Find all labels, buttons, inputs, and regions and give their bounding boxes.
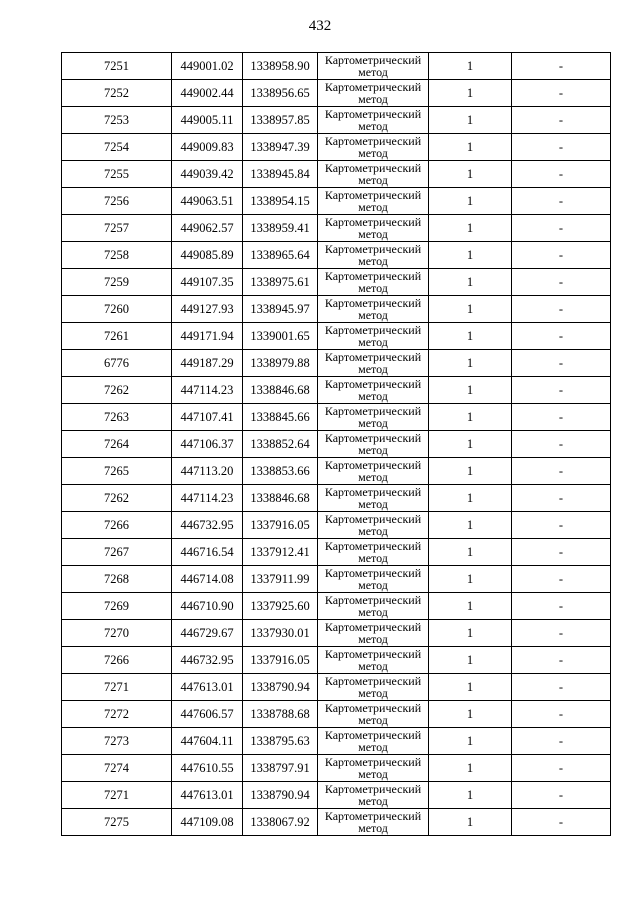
table-row	[62, 377, 611, 404]
x-coordinate-cell: 447109.08	[172, 809, 243, 836]
method-cell	[318, 485, 429, 512]
y-coordinate-cell: 1338853.66	[243, 458, 318, 485]
method-cell	[318, 350, 429, 377]
method-cell	[318, 215, 429, 242]
note-cell: -	[512, 728, 611, 755]
method-cell	[318, 809, 429, 836]
x-coordinate-cell: 449001.02	[172, 53, 243, 80]
y-coordinate-cell: 1338945.84	[243, 161, 318, 188]
method-cell	[318, 404, 429, 431]
method-label: Картометрический метод	[324, 512, 422, 538]
accuracy-cell: 1	[429, 296, 512, 323]
method-cell	[318, 755, 429, 782]
y-coordinate-cell: 1338788.68	[243, 701, 318, 728]
x-coordinate-cell: 447106.37	[172, 431, 243, 458]
x-coordinate-cell: 449127.93	[172, 296, 243, 323]
method-label: Картометрический метод	[324, 161, 422, 187]
x-coordinate-cell: 447113.20	[172, 458, 243, 485]
point-number-cell: 7251	[62, 53, 172, 80]
method-cell	[318, 512, 429, 539]
point-number-cell: 7255	[62, 161, 172, 188]
y-coordinate-cell: 1337916.05	[243, 512, 318, 539]
accuracy-cell: 1	[429, 350, 512, 377]
y-coordinate-cell: 1338979.88	[243, 350, 318, 377]
method-label: Картометрический метод	[324, 107, 422, 133]
note-cell: -	[512, 458, 611, 485]
table-row	[62, 161, 611, 188]
y-coordinate-cell: 1338975.61	[243, 269, 318, 296]
point-number-cell: 7265	[62, 458, 172, 485]
note-cell: -	[512, 566, 611, 593]
x-coordinate-cell: 446710.90	[172, 593, 243, 620]
table-row	[62, 269, 611, 296]
x-coordinate-cell: 447613.01	[172, 782, 243, 809]
table-row	[62, 215, 611, 242]
method-label: Картометрический метод	[324, 728, 422, 754]
y-coordinate-cell: 1338945.97	[243, 296, 318, 323]
note-cell: -	[512, 134, 611, 161]
point-number-cell: 7273	[62, 728, 172, 755]
x-coordinate-cell: 446716.54	[172, 539, 243, 566]
method-label: Картометрический метод	[324, 431, 422, 457]
method-cell	[318, 620, 429, 647]
note-cell: -	[512, 269, 611, 296]
point-number-cell: 7261	[62, 323, 172, 350]
accuracy-cell: 1	[429, 566, 512, 593]
y-coordinate-cell: 1338956.65	[243, 80, 318, 107]
x-coordinate-cell: 447114.23	[172, 485, 243, 512]
point-number-cell: 7270	[62, 620, 172, 647]
accuracy-cell: 1	[429, 242, 512, 269]
page-number: 432	[308, 18, 332, 34]
accuracy-cell: 1	[429, 782, 512, 809]
coordinates-table-body	[62, 53, 611, 836]
note-cell: -	[512, 161, 611, 188]
method-label: Картометрический метод	[324, 674, 422, 700]
point-number-cell: 7262	[62, 485, 172, 512]
method-cell	[318, 161, 429, 188]
method-label: Картометрический метод	[324, 647, 422, 673]
y-coordinate-cell: 1338845.66	[243, 404, 318, 431]
table-row	[62, 701, 611, 728]
point-number-cell: 7253	[62, 107, 172, 134]
point-number-cell: 7252	[62, 80, 172, 107]
y-coordinate-cell: 1338846.68	[243, 377, 318, 404]
method-cell	[318, 593, 429, 620]
y-coordinate-cell: 1337912.41	[243, 539, 318, 566]
accuracy-cell: 1	[429, 755, 512, 782]
accuracy-cell: 1	[429, 323, 512, 350]
note-cell: -	[512, 323, 611, 350]
table-row	[62, 242, 611, 269]
y-coordinate-cell: 1338797.91	[243, 755, 318, 782]
table-row	[62, 323, 611, 350]
accuracy-cell: 1	[429, 539, 512, 566]
table-row	[62, 539, 611, 566]
point-number-cell: 7268	[62, 566, 172, 593]
accuracy-cell: 1	[429, 107, 512, 134]
point-number-cell: 7266	[62, 647, 172, 674]
accuracy-cell: 1	[429, 269, 512, 296]
note-cell: -	[512, 593, 611, 620]
x-coordinate-cell: 446714.08	[172, 566, 243, 593]
table-row	[62, 431, 611, 458]
method-cell	[318, 323, 429, 350]
accuracy-cell: 1	[429, 647, 512, 674]
accuracy-cell: 1	[429, 620, 512, 647]
note-cell: -	[512, 512, 611, 539]
note-cell: -	[512, 485, 611, 512]
point-number-cell: 7271	[62, 674, 172, 701]
method-label: Картометрический метод	[324, 134, 422, 160]
x-coordinate-cell: 449039.42	[172, 161, 243, 188]
method-label: Картометрический метод	[324, 215, 422, 241]
accuracy-cell: 1	[429, 674, 512, 701]
point-number-cell: 7260	[62, 296, 172, 323]
y-coordinate-cell: 1338959.41	[243, 215, 318, 242]
point-number-cell: 7269	[62, 593, 172, 620]
x-coordinate-cell: 446729.67	[172, 620, 243, 647]
method-label: Картометрический метод	[324, 539, 422, 565]
table-row	[62, 188, 611, 215]
y-coordinate-cell: 1337925.60	[243, 593, 318, 620]
x-coordinate-cell: 449187.29	[172, 350, 243, 377]
table-row	[62, 620, 611, 647]
y-coordinate-cell: 1338846.68	[243, 485, 318, 512]
method-cell	[318, 674, 429, 701]
table-row	[62, 404, 611, 431]
point-number-cell: 7274	[62, 755, 172, 782]
note-cell: -	[512, 539, 611, 566]
x-coordinate-cell: 449062.57	[172, 215, 243, 242]
y-coordinate-cell: 1339001.65	[243, 323, 318, 350]
point-number-cell: 7257	[62, 215, 172, 242]
x-coordinate-cell: 449005.11	[172, 107, 243, 134]
table-row	[62, 809, 611, 836]
method-cell	[318, 80, 429, 107]
note-cell: -	[512, 755, 611, 782]
point-number-cell: 7256	[62, 188, 172, 215]
table-row	[62, 80, 611, 107]
method-label: Картометрический метод	[324, 296, 422, 322]
table-row	[62, 134, 611, 161]
method-cell	[318, 188, 429, 215]
method-cell	[318, 269, 429, 296]
table-row	[62, 782, 611, 809]
x-coordinate-cell: 447107.41	[172, 404, 243, 431]
x-coordinate-cell: 449107.35	[172, 269, 243, 296]
x-coordinate-cell: 449085.89	[172, 242, 243, 269]
table-row	[62, 107, 611, 134]
x-coordinate-cell: 447606.57	[172, 701, 243, 728]
x-coordinate-cell: 447613.01	[172, 674, 243, 701]
method-label: Картометрический метод	[324, 350, 422, 376]
method-label: Картометрический метод	[324, 755, 422, 781]
table-row	[62, 350, 611, 377]
method-cell	[318, 134, 429, 161]
y-coordinate-cell: 1337930.01	[243, 620, 318, 647]
method-cell	[318, 53, 429, 80]
note-cell: -	[512, 107, 611, 134]
method-cell	[318, 431, 429, 458]
y-coordinate-cell: 1338954.15	[243, 188, 318, 215]
x-coordinate-cell: 449002.44	[172, 80, 243, 107]
method-label: Картометрический метод	[324, 269, 422, 295]
note-cell: -	[512, 404, 611, 431]
point-number-cell: 6776	[62, 350, 172, 377]
x-coordinate-cell: 449009.83	[172, 134, 243, 161]
x-coordinate-cell: 449063.51	[172, 188, 243, 215]
note-cell: -	[512, 53, 611, 80]
point-number-cell: 7259	[62, 269, 172, 296]
accuracy-cell: 1	[429, 728, 512, 755]
method-label: Картометрический метод	[324, 593, 422, 619]
y-coordinate-cell: 1338958.90	[243, 53, 318, 80]
accuracy-cell: 1	[429, 377, 512, 404]
x-coordinate-cell: 446732.95	[172, 647, 243, 674]
x-coordinate-cell: 447604.11	[172, 728, 243, 755]
method-cell	[318, 539, 429, 566]
table-row	[62, 593, 611, 620]
method-cell	[318, 296, 429, 323]
table-row	[62, 674, 611, 701]
method-cell	[318, 782, 429, 809]
table-row	[62, 728, 611, 755]
method-label: Картометрический метод	[324, 485, 422, 511]
point-number-cell: 7275	[62, 809, 172, 836]
point-number-cell: 7262	[62, 377, 172, 404]
table-row	[62, 485, 611, 512]
accuracy-cell: 1	[429, 593, 512, 620]
accuracy-cell: 1	[429, 215, 512, 242]
accuracy-cell: 1	[429, 809, 512, 836]
accuracy-cell: 1	[429, 512, 512, 539]
method-label: Картометрический метод	[324, 620, 422, 646]
method-label: Картометрический метод	[324, 458, 422, 484]
table-row	[62, 755, 611, 782]
accuracy-cell: 1	[429, 458, 512, 485]
accuracy-cell: 1	[429, 485, 512, 512]
method-label: Картометрический метод	[324, 188, 422, 214]
y-coordinate-cell: 1338965.64	[243, 242, 318, 269]
method-label: Картометрический метод	[324, 404, 422, 430]
y-coordinate-cell: 1337911.99	[243, 566, 318, 593]
note-cell: -	[512, 701, 611, 728]
method-label: Картометрический метод	[324, 53, 422, 79]
y-coordinate-cell: 1338852.64	[243, 431, 318, 458]
accuracy-cell: 1	[429, 53, 512, 80]
y-coordinate-cell: 1338947.39	[243, 134, 318, 161]
method-label: Картометрический метод	[324, 242, 422, 268]
accuracy-cell: 1	[429, 701, 512, 728]
table-row	[62, 647, 611, 674]
method-cell	[318, 458, 429, 485]
accuracy-cell: 1	[429, 80, 512, 107]
note-cell: -	[512, 350, 611, 377]
point-number-cell: 7267	[62, 539, 172, 566]
note-cell: -	[512, 431, 611, 458]
method-cell	[318, 566, 429, 593]
y-coordinate-cell: 1337916.05	[243, 647, 318, 674]
point-number-cell: 7271	[62, 782, 172, 809]
method-label: Картометрический метод	[324, 782, 422, 808]
method-cell	[318, 377, 429, 404]
accuracy-cell: 1	[429, 188, 512, 215]
point-number-cell: 7264	[62, 431, 172, 458]
y-coordinate-cell: 1338790.94	[243, 782, 318, 809]
point-number-cell: 7263	[62, 404, 172, 431]
accuracy-cell: 1	[429, 404, 512, 431]
accuracy-cell: 1	[429, 431, 512, 458]
note-cell: -	[512, 377, 611, 404]
method-label: Картометрический метод	[324, 80, 422, 106]
note-cell: -	[512, 215, 611, 242]
note-cell: -	[512, 647, 611, 674]
method-label: Картометрический метод	[324, 323, 422, 349]
method-cell	[318, 107, 429, 134]
note-cell: -	[512, 80, 611, 107]
y-coordinate-cell: 1338067.92	[243, 809, 318, 836]
method-label: Картометрический метод	[324, 377, 422, 403]
x-coordinate-cell: 446732.95	[172, 512, 243, 539]
note-cell: -	[512, 188, 611, 215]
table-row	[62, 458, 611, 485]
accuracy-cell: 1	[429, 161, 512, 188]
y-coordinate-cell: 1338957.85	[243, 107, 318, 134]
accuracy-cell: 1	[429, 134, 512, 161]
y-coordinate-cell: 1338795.63	[243, 728, 318, 755]
method-label: Картометрический метод	[324, 809, 422, 835]
note-cell: -	[512, 620, 611, 647]
method-label: Картометрический метод	[324, 566, 422, 592]
table-row	[62, 512, 611, 539]
note-cell: -	[512, 809, 611, 836]
method-cell	[318, 242, 429, 269]
table-row	[62, 566, 611, 593]
y-coordinate-cell: 1338790.94	[243, 674, 318, 701]
x-coordinate-cell: 447610.55	[172, 755, 243, 782]
method-cell	[318, 728, 429, 755]
method-cell	[318, 647, 429, 674]
point-number-cell: 7258	[62, 242, 172, 269]
x-coordinate-cell: 447114.23	[172, 377, 243, 404]
x-coordinate-cell: 449171.94	[172, 323, 243, 350]
coordinates-table	[61, 52, 611, 836]
method-label: Картометрический метод	[324, 701, 422, 727]
method-cell	[318, 701, 429, 728]
table-row	[62, 296, 611, 323]
note-cell: -	[512, 296, 611, 323]
point-number-cell: 7272	[62, 701, 172, 728]
point-number-cell: 7254	[62, 134, 172, 161]
note-cell: -	[512, 242, 611, 269]
note-cell: -	[512, 674, 611, 701]
note-cell: -	[512, 782, 611, 809]
table-row	[62, 53, 611, 80]
point-number-cell: 7266	[62, 512, 172, 539]
